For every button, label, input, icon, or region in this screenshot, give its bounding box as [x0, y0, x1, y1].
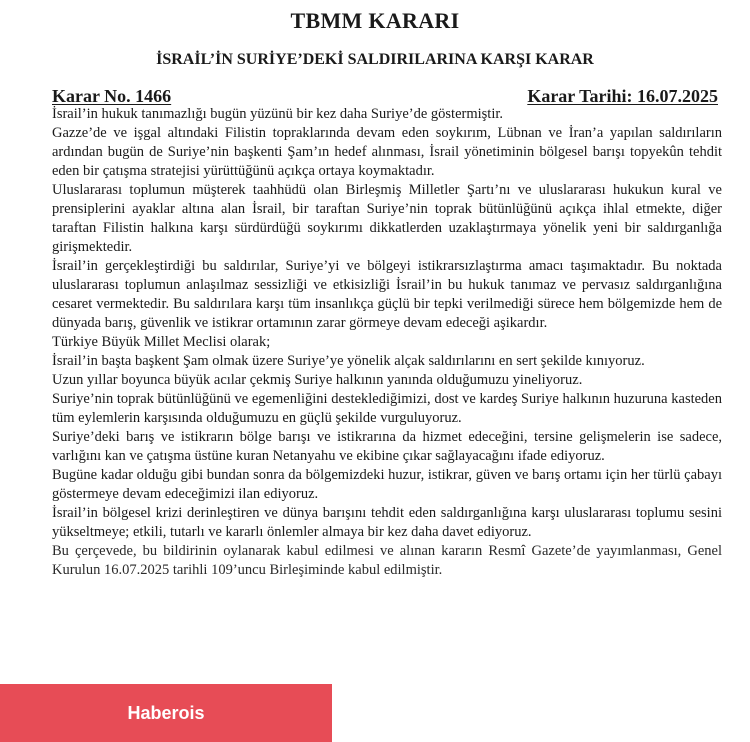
page-title: TBMM KARARI — [290, 8, 460, 33]
decision-header-row — [52, 86, 718, 107]
paragraph: İsrail’in bölgesel krizi derinleştiren ve dünya barışını tehdit eden saldırganlığına karşı uluslararası toplumu sesini yükseltmeye; etkili, tutarlı ve kararlı önlemler almaya bir kez daha davet ediyoruz. — [52, 505, 722, 540]
paragraph: Uluslararası toplumun müşterek taahhüdü olan Birleşmiş Milletler Şartı’nı ve uluslararası hukukun kural ve prensiplerini ayaklar altına alan İsrail, bir taraftan Suriye’nin toprak bütünlüğünü açıkça ihlal etmekte, diğer taraftan Filistin halkına karşı sürdürdüğü soykırımı dikkatlerden uzaklaştırmaya yönelik yeni bir saldırganlığa girişmektedir. — [52, 182, 722, 255]
document-body — [52, 105, 722, 580]
paragraph: İsrail’in hukuk tanımazlığı bugün yüzünü bir kez daha Suriye’de göstermiştir. — [52, 106, 504, 122]
watermark-banner — [0, 684, 332, 742]
paragraph: Suriye’deki barış ve istikrarın bölge barışı ve istikrarına da hizmet edeceğini, tersine gelişmelerin ise sadece, varlığını kan ve çatışma üstüne kuran Netanyahu ve ekibine çıkar sağlayacağını ifade ediyoruz. — [52, 429, 722, 464]
decision-number: Karar No. 1466 — [52, 86, 172, 106]
watermark-label: Haberois — [127, 702, 205, 723]
paragraph: İsrail’in başta başkent Şam olmak üzere Suriye’ye yönelik alçak saldırılarını en sert şekilde kınıyoruz. — [52, 353, 645, 369]
paragraph: Uzun yıllar boyunca büyük acılar çekmiş Suriye halkının yanında olduğumuzu yineliyoruz. — [52, 372, 583, 388]
decision-date: Karar Tarihi: 16.07.2025 — [527, 86, 718, 106]
paragraph: Gazze’de ve işgal altındaki Filistin topraklarında devam eden soykırım, Lübnan ve İran’a yapılan saldırıların ardından bugün de Suriye’nin başkenti Şam’ın hedef alınması, İsrail yönetiminin bölgesel barışı topyekûn tehdit eden bir çatışma stratejisi yürüttüğünü açıkça ortaya koymaktadır. — [52, 125, 722, 179]
page-subtitle: İSRAİL’İN SURİYE’DEKİ SALDIRILARINA KARŞI KARAR — [156, 51, 594, 68]
paragraph: Bu çerçevede, bu bildirinin oylanarak kabul edilmesi ve alınan kararın Resmî Gazete’de yayımlanması, Genel Kurulun 16.07.2025 tarihli 109’uncu Birleşiminde kabul edilmiştir. — [52, 543, 722, 578]
paragraph: İsrail’in gerçekleştirdiği bu saldırılar, Suriye’yi ve bölgeyi istikrarsızlaştırma amacı taşımaktadır. Bu noktada uluslararası toplumun anlaşılmaz sessizliği ve etkisizliği İsrail’in bu hukuk tanımaz ve pervasız saldırganlığına cesaret vermektedir. Bu saldırılara karşı tüm insanlıkça güçlü bir tepki verilmediği sürece hem bölgemizde hem de dünyada barış, güvenlik ve istikrar ortamının zarar görmeye devam edeceği aşikardır. — [52, 258, 722, 331]
paragraph: Bugüne kadar olduğu gibi bundan sonra da bölgemizdeki huzur, istikrar, güven ve barış ortamı için her türlü çabayı göstermeye devam edeceğimizi ilan ediyoruz. — [52, 467, 722, 502]
paragraph: Türkiye Büyük Millet Meclisi olarak; — [52, 334, 271, 350]
paragraph: Suriye’nin toprak bütünlüğünü ve egemenliğini desteklediğimizi, dost ve kardeş Suriye halkının huzuruna kasteden tüm eylemlerin karşısında olduğumuzu en güçlü şekilde vurguluyoruz. — [52, 391, 722, 426]
